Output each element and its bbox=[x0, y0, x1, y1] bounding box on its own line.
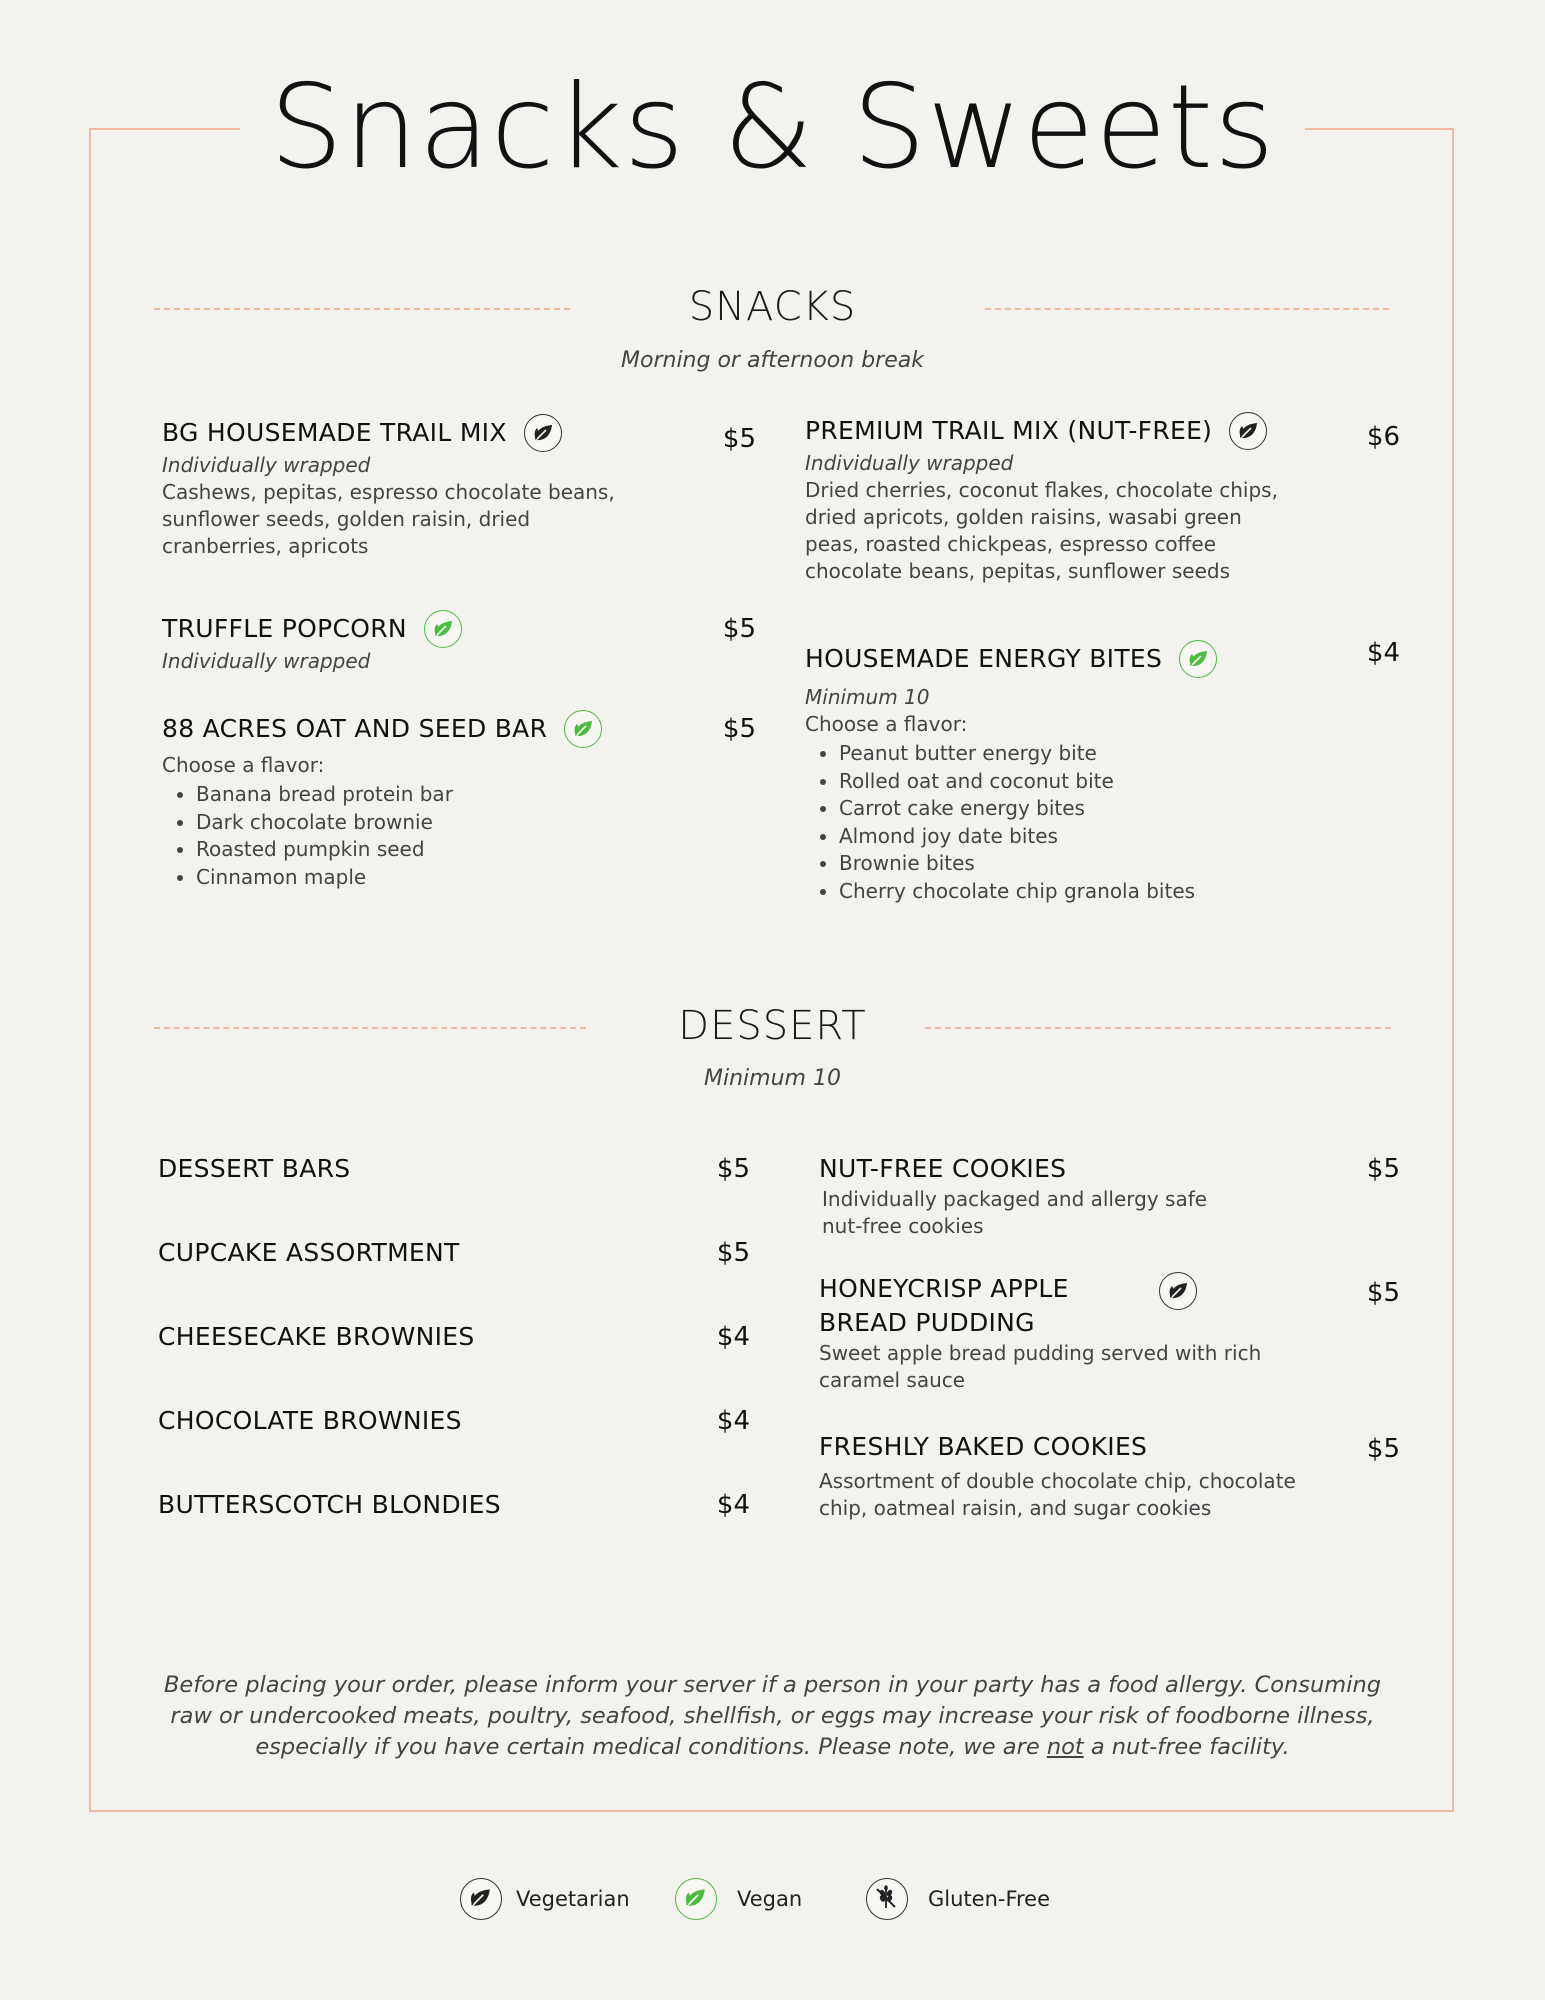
menu-item-freshly-baked-cookies bbox=[819, 1430, 1319, 1522]
item-description: Sweet apple bread pudding served with rich caramel sauce bbox=[819, 1341, 1262, 1392]
flavor-item: • Banana bread protein bar bbox=[196, 781, 632, 809]
menu-item-apple-bread-pudding bbox=[819, 1272, 1299, 1394]
item-name: HONEYCRISP APPLE BREAD PUDDING bbox=[819, 1274, 1069, 1337]
menu-item-cupcake-assortment bbox=[158, 1236, 460, 1270]
item-price: $5 bbox=[722, 714, 756, 744]
item-description: Individually packaged and allergy safe nut-free cookies bbox=[822, 1187, 1208, 1238]
snacks-heading: SNACKS bbox=[688, 284, 857, 330]
snacks-subheading: Morning or afternoon break bbox=[621, 348, 924, 373]
flavor-item: • Almond joy date bites bbox=[839, 823, 1290, 851]
menu-item-energy-bites bbox=[805, 640, 1290, 905]
menu-item-oat-seed-bar bbox=[162, 710, 632, 891]
vegan-leaf-icon bbox=[564, 710, 602, 748]
item-description: Cashews, pepitas, espresso chocolate beans, sunflower seeds, golden raisin, dried cranberries, apricots bbox=[162, 480, 615, 558]
dietary-legend bbox=[0, 1878, 1545, 1924]
legend-item-vegan bbox=[675, 1878, 802, 1920]
item-price: $5 bbox=[722, 614, 756, 644]
flavor-item: • Cinnamon maple bbox=[196, 864, 632, 892]
vegetarian-leaf-icon bbox=[1159, 1272, 1197, 1310]
item-price: $5 bbox=[716, 1238, 750, 1268]
menu-item-truffle-popcorn bbox=[162, 610, 632, 675]
item-price: $5 bbox=[722, 424, 756, 454]
item-price: $4 bbox=[716, 1490, 750, 1520]
flavor-item: • Brownie bites bbox=[839, 850, 1290, 878]
item-price: $4 bbox=[716, 1322, 750, 1352]
item-price: $6 bbox=[1366, 422, 1400, 452]
menu-item-trail-mix bbox=[162, 414, 632, 560]
flavor-item: • Peanut butter energy bite bbox=[839, 740, 1290, 768]
vegan-leaf-icon bbox=[1179, 640, 1217, 678]
flavor-item: • Rolled oat and coconut bite bbox=[839, 768, 1290, 796]
menu-item-dessert-bars bbox=[158, 1152, 350, 1186]
menu-item-cheesecake-brownies bbox=[158, 1320, 475, 1354]
item-note: Minimum 10 bbox=[805, 685, 930, 709]
item-name: CUPCAKE ASSORTMENT bbox=[158, 1238, 460, 1267]
vegan-leaf-icon bbox=[675, 1878, 717, 1920]
vegetarian-leaf-icon bbox=[460, 1878, 502, 1920]
item-name: CHOCOLATE BROWNIES bbox=[158, 1406, 462, 1435]
item-description: Choose a flavor: bbox=[805, 712, 968, 736]
flavor-list bbox=[805, 740, 1290, 905]
legend-item-gluten-free bbox=[866, 1878, 1050, 1920]
disclaimer-text: Before placing your order, please inform your server if a person in your party has a food allergy. Consuming raw or undercooked meats, poultry, seafood, shellfish, or eggs may increase your risk of foodborne illness, especially if you have certain medical conditions. Please note, we are bbox=[163, 1672, 1382, 1760]
item-name: BG HOUSEMADE TRAIL MIX bbox=[162, 418, 507, 447]
flavor-list bbox=[162, 781, 632, 891]
item-price: $5 bbox=[1366, 1434, 1400, 1464]
menu-item-chocolate-brownies bbox=[158, 1404, 462, 1438]
allergy-disclaimer bbox=[140, 1670, 1405, 1763]
item-price: $5 bbox=[1366, 1154, 1400, 1184]
item-price: $5 bbox=[716, 1154, 750, 1184]
vegetarian-leaf-icon bbox=[1229, 412, 1267, 450]
disclaimer-text-end: a nut-free facility. bbox=[1083, 1734, 1290, 1760]
item-name: FRESHLY BAKED COOKIES bbox=[819, 1432, 1148, 1461]
item-price: $4 bbox=[716, 1406, 750, 1436]
item-price: $5 bbox=[1366, 1278, 1400, 1308]
item-name: BUTTERSCOTCH BLONDIES bbox=[158, 1490, 501, 1519]
menu-item-premium-trail-mix bbox=[805, 412, 1290, 585]
item-price: $4 bbox=[1366, 638, 1400, 668]
item-note: Individually wrapped bbox=[162, 649, 371, 673]
menu-item-nut-free-cookies bbox=[819, 1152, 1259, 1240]
item-description: Dried cherries, coconut flakes, chocolate chips, dried apricots, golden raisins, wasabi green peas, roasted chickpeas, espresso coffee chocolate beans, pepitas, sunflower seeds bbox=[805, 478, 1278, 583]
legend-item-vegetarian bbox=[460, 1878, 630, 1920]
item-description: Choose a flavor: bbox=[162, 753, 325, 777]
item-name: NUT-FREE COOKIES bbox=[819, 1154, 1067, 1183]
flavor-item: • Roasted pumpkin seed bbox=[196, 836, 632, 864]
flavor-item: • Cherry chocolate chip granola bites bbox=[839, 878, 1290, 906]
gluten-free-icon bbox=[866, 1878, 908, 1920]
vegetarian-leaf-icon bbox=[524, 414, 562, 452]
item-name: HOUSEMADE ENERGY BITES bbox=[805, 644, 1163, 673]
item-note: Individually wrapped bbox=[162, 453, 371, 477]
item-name: CHEESECAKE BROWNIES bbox=[158, 1322, 475, 1351]
menu-item-butterscotch-blondies bbox=[158, 1488, 501, 1522]
item-description: Assortment of double chocolate chip, chocolate chip, oatmeal raisin, and sugar cookies bbox=[819, 1469, 1296, 1520]
item-name: PREMIUM TRAIL MIX (NUT-FREE) bbox=[805, 416, 1213, 445]
page-title: Snacks & Sweets bbox=[240, 48, 1305, 208]
dessert-subheading: Minimum 10 bbox=[704, 1066, 841, 1091]
legend-label: Vegetarian bbox=[516, 1887, 630, 1911]
legend-label: Gluten-Free bbox=[928, 1887, 1051, 1911]
legend-label: Vegan bbox=[737, 1887, 803, 1911]
item-note: Individually wrapped bbox=[805, 451, 1014, 475]
item-name: 88 ACRES OAT AND SEED BAR bbox=[162, 714, 548, 743]
dessert-heading: DESSERT bbox=[678, 1003, 867, 1049]
vegan-leaf-icon bbox=[424, 610, 462, 648]
menu-frame bbox=[89, 128, 1454, 1812]
item-name: DESSERT BARS bbox=[158, 1154, 351, 1183]
item-name: TRUFFLE POPCORN bbox=[162, 614, 407, 643]
flavor-item: • Carrot cake energy bites bbox=[839, 795, 1290, 823]
flavor-item: • Dark chocolate brownie bbox=[196, 809, 632, 837]
disclaimer-emphasis: not bbox=[1046, 1734, 1084, 1760]
